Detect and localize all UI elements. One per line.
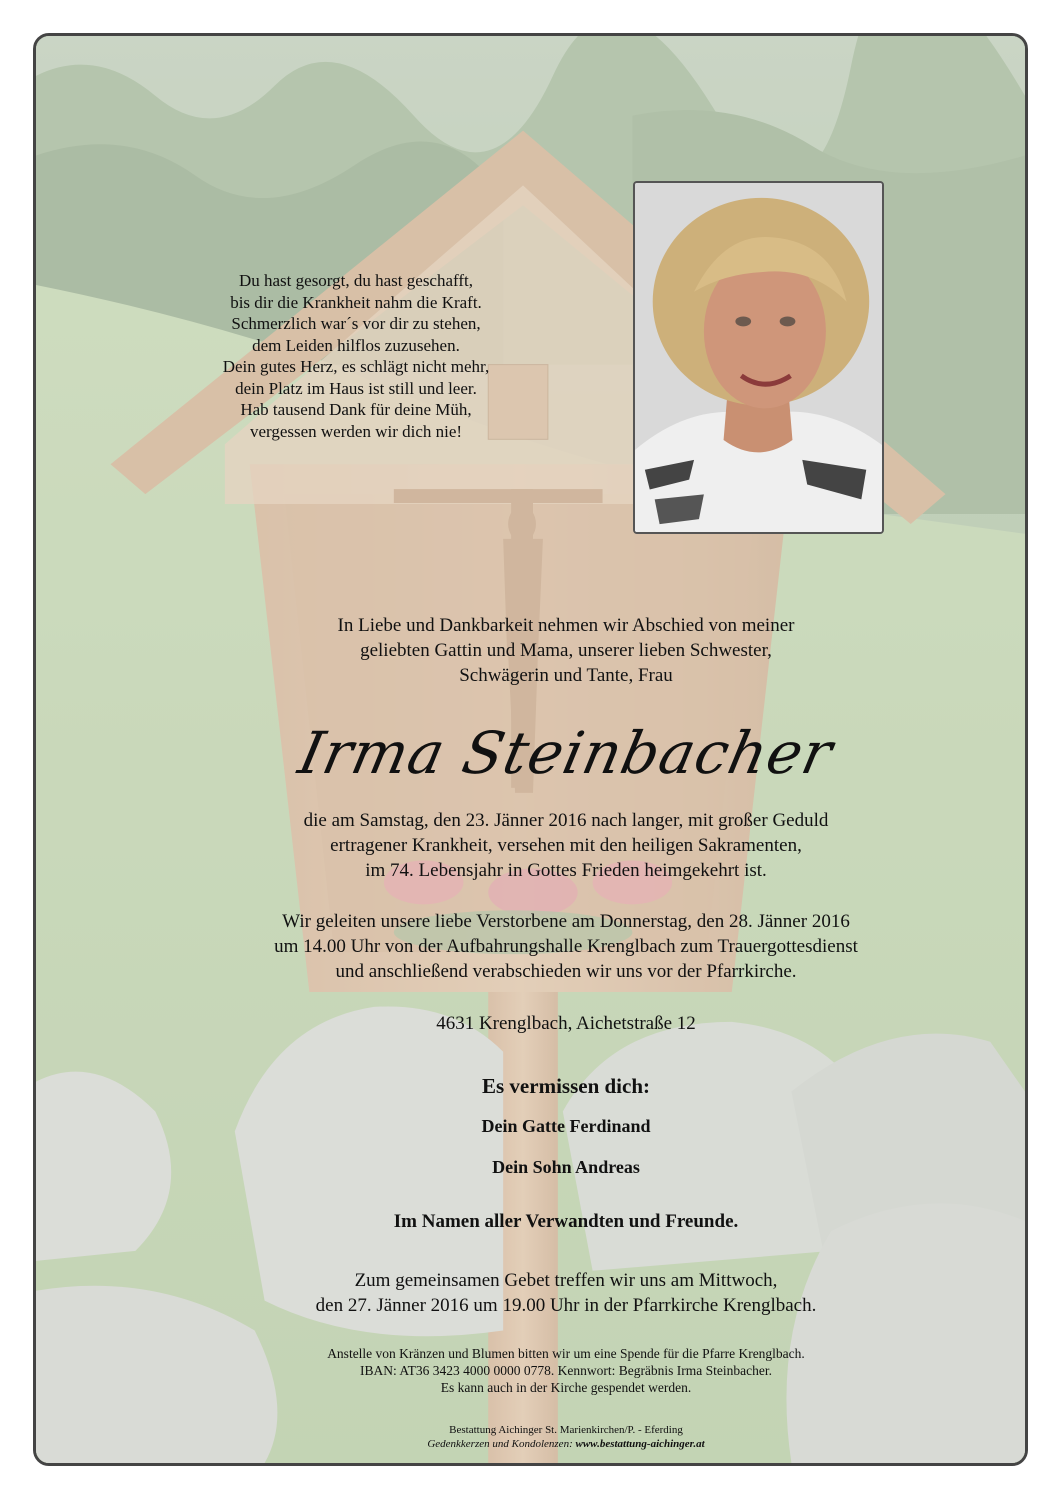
website-link[interactable]: www.bestattung-aichinger.at <box>575 1438 705 1450</box>
address: 4631 Krenglbach, Aichetstraße 12 <box>436 1013 696 1034</box>
funeral-company: Bestattung Aichinger St. Marienkirchen/P. - Eferding <box>449 1424 683 1436</box>
poem-line: vergessen werden wir dich nie! <box>249 421 463 441</box>
mourners-title: Es vermissen dich: <box>482 1074 650 1098</box>
donation-line: IBAN: AT36 3423 4000 0000 0778. Kennwort: Begräbnis Irma Steinbacher. <box>359 1363 773 1378</box>
condolence-line <box>266 1437 866 1451</box>
funeral-line: und anschließend verabschieden wir uns vor der Pfarrkirche. <box>335 961 797 982</box>
intro-line: geliebten Gattin und Mama, unserer lieben Schwester, <box>360 640 772 661</box>
poem-line: Hab tausend Dank für deine Müh, <box>240 400 472 419</box>
prayer-notice <box>166 1268 966 1318</box>
intro-line: In Liebe und Dankbarkeit nehmen wir Abschied von meiner <box>337 615 795 636</box>
donation-line: Es kann auch in der Kirche gespendet werden. <box>440 1380 692 1395</box>
poem-line: dein Platz im Haus ist still und leer. <box>235 378 477 398</box>
mourner-item: Dein Gatte Ferdinand <box>481 1116 651 1136</box>
poem-line: bis dir die Krankheit nahm die Kraft. <box>230 292 482 312</box>
poem-line: Dein gutes Herz, es schlägt nicht mehr, <box>222 357 490 376</box>
poem-line: Schmerzlich war´s vor dir zu stehen, <box>231 314 481 333</box>
mourner-item: Dein Sohn Andreas <box>492 1157 640 1177</box>
poem <box>146 270 566 442</box>
condolence-label: Gedenkkerzen und Kondolenzen: <box>427 1438 573 1450</box>
footer <box>266 1423 866 1451</box>
funeral-line: Wir geleiten unsere liebe Verstorbene am Donnerstag, den 28. Jänner 2016 <box>282 911 850 932</box>
funeral-line: um 14.00 Uhr von der Aufbahrungshalle Krenglbach zum Trauergottesdienst <box>274 936 858 957</box>
mourners-closing: Im Namen aller Verwandten und Freunde. <box>393 1211 739 1232</box>
prayer-line: Zum gemeinsamen Gebet treffen wir uns am Mittwoch, <box>354 1270 778 1291</box>
poem-line: dem Leiden hilflos zuzusehen. <box>252 335 460 355</box>
obituary-frame <box>33 33 1028 1466</box>
death-notice-line: ertragener Krankheit, versehen mit den heiligen Sakramenten, <box>330 835 802 856</box>
donation-notice <box>166 1345 966 1396</box>
poem-line: Du hast gesorgt, du hast geschafft, <box>238 271 474 290</box>
funeral-details <box>166 909 966 984</box>
death-notice-line: die am Samstag, den 23. Jänner 2016 nach langer, mit großer Geduld <box>303 810 829 831</box>
intro-line: Schwägerin und Tante, Frau <box>459 665 673 686</box>
death-notice <box>166 808 966 883</box>
death-notice-line: im 74. Lebensjahr in Gottes Frieden heimgekehrt ist. <box>365 860 767 881</box>
farewell-intro <box>216 613 916 688</box>
prayer-line: den 27. Jänner 2016 um 19.00 Uhr in der Pfarrkirche Krenglbach. <box>315 1295 817 1316</box>
deceased-name: Irma Steinbacher <box>293 719 839 787</box>
portrait-photo <box>633 181 884 534</box>
donation-line: Anstelle von Kränzen und Blumen bitten wir um eine Spende für die Pfarre Krenglbach. <box>327 1346 805 1361</box>
